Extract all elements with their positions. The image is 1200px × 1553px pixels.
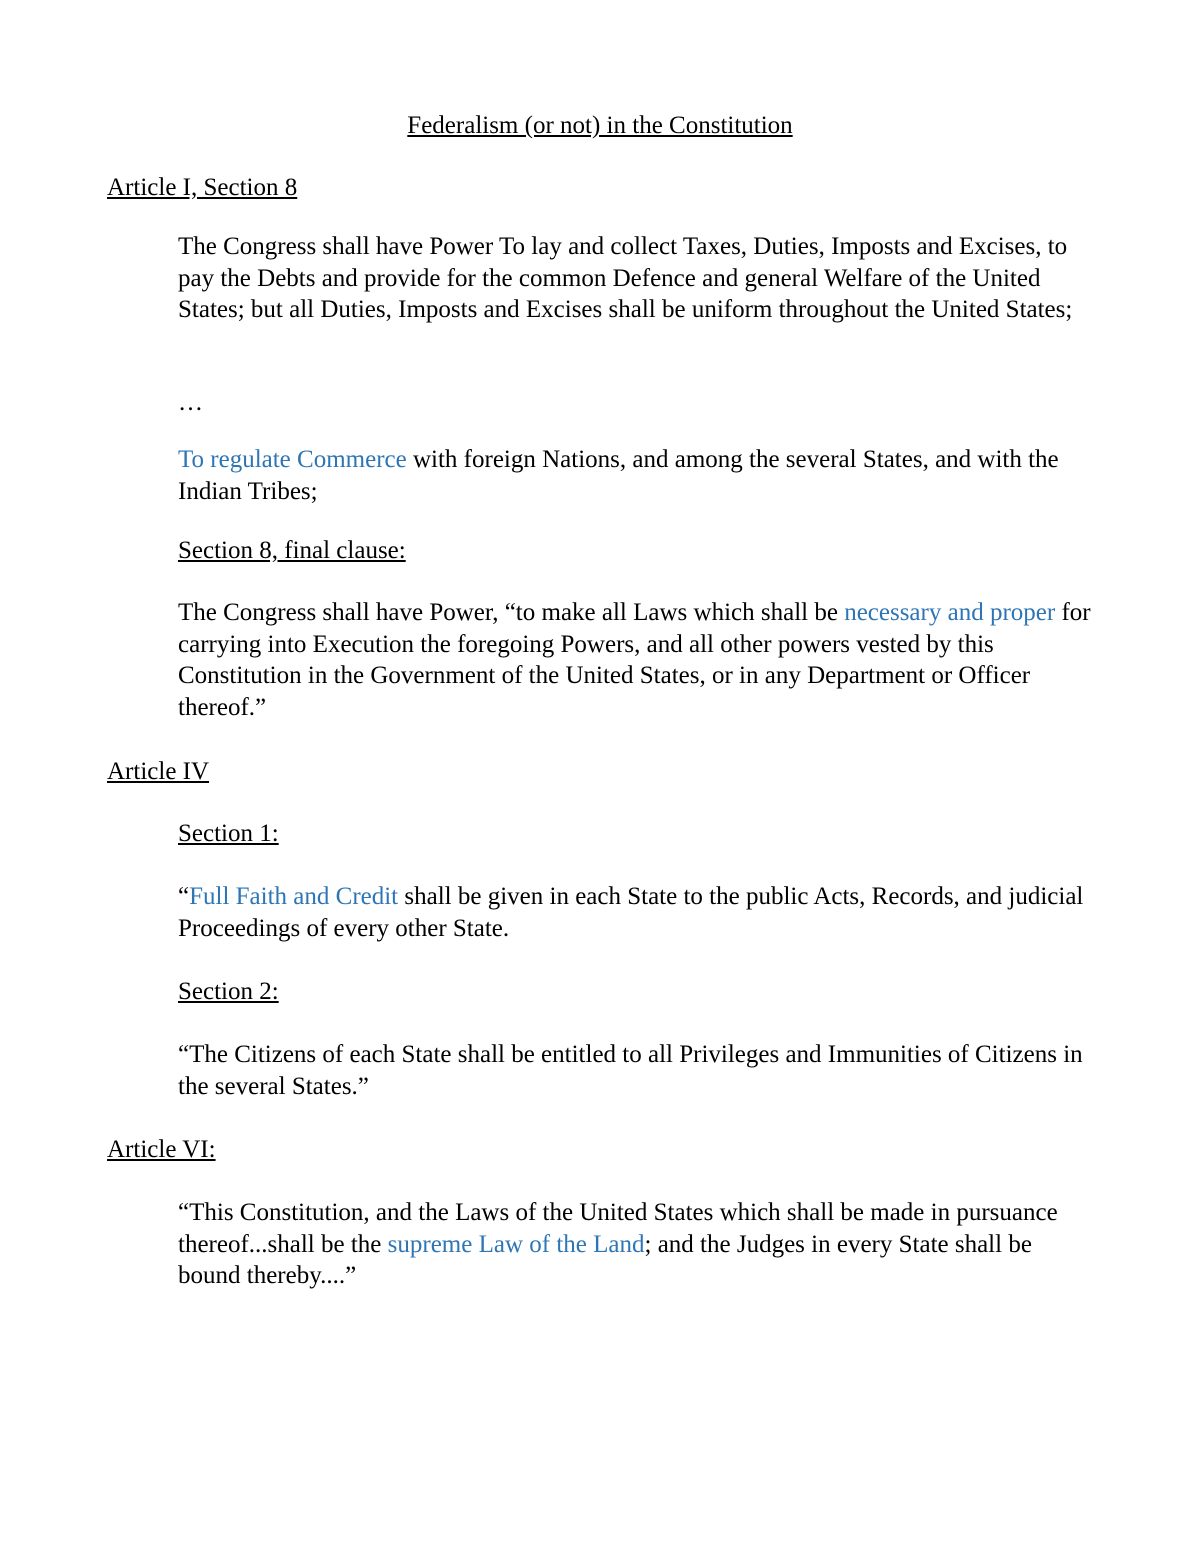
commerce-clause-text: with foreign Nations, and among the several States, and with the Indian Tribes; [178,446,1059,505]
supremacy-text-after: ; and the Judges in every State shall be bound thereby....” [178,1230,1032,1289]
commerce-clause-paragraph [178,444,1098,507]
supremacy-highlight: supreme Law of the Land [387,1230,645,1258]
supremacy-text-before: “This Constitution, and the Laws of the United States which shall be made in pursuance thereof...shall be the [178,1199,1058,1258]
supremacy-clause-paragraph [178,1197,1098,1292]
article-4-section-2-heading: Section 2: [178,978,279,1005]
article-1-section-8-heading: Article I, Section 8 [107,174,298,201]
necessary-proper-highlight: necessary and proper [844,599,1056,626]
full-faith-text-after: shall be given in each State to the public Acts, Records, and judicial Proceedings of every other State. [178,883,1084,942]
commerce-clause-highlight: To regulate Commerce [178,446,407,473]
taxing-clause-paragraph: The Congress shall have Power To lay and collect Taxes, Duties, Imposts and Excises, to pay the Debts and provide for the common Defence and general Welfare of the United States; but all Duties, Imposts and Excises shall be uniform throughout the United States; [178,233,1073,323]
document-title: Federalism (or not) in the Constitution [407,112,793,139]
article-6-heading: Article VI: [107,1136,216,1163]
necessary-proper-text-before: The Congress shall have Power, “to make all Laws which shall be [178,599,845,626]
article-4-section-1-heading: Section 1: [178,820,279,847]
full-faith-credit-paragraph [178,881,1098,944]
full-faith-text-before: “ [178,883,190,910]
privileges-immunities-paragraph: “The Citizens of each State shall be entitled to all Privileges and Immunities of Citizens in the several States.” [178,1041,1083,1100]
necessary-proper-paragraph [178,597,1098,723]
ellipsis-paragraph: … [178,389,203,416]
full-faith-highlight: Full Faith and Credit [189,883,399,910]
section-8-final-clause-heading: Section 8, final clause: [178,537,406,564]
necessary-proper-text-after: for carrying into Execution the foregoing Powers, and all other powers vested by this Constitution in the Government of the United States, or in any Department or Officer thereof.” [178,599,1091,721]
article-4-heading: Article IV [107,758,210,785]
